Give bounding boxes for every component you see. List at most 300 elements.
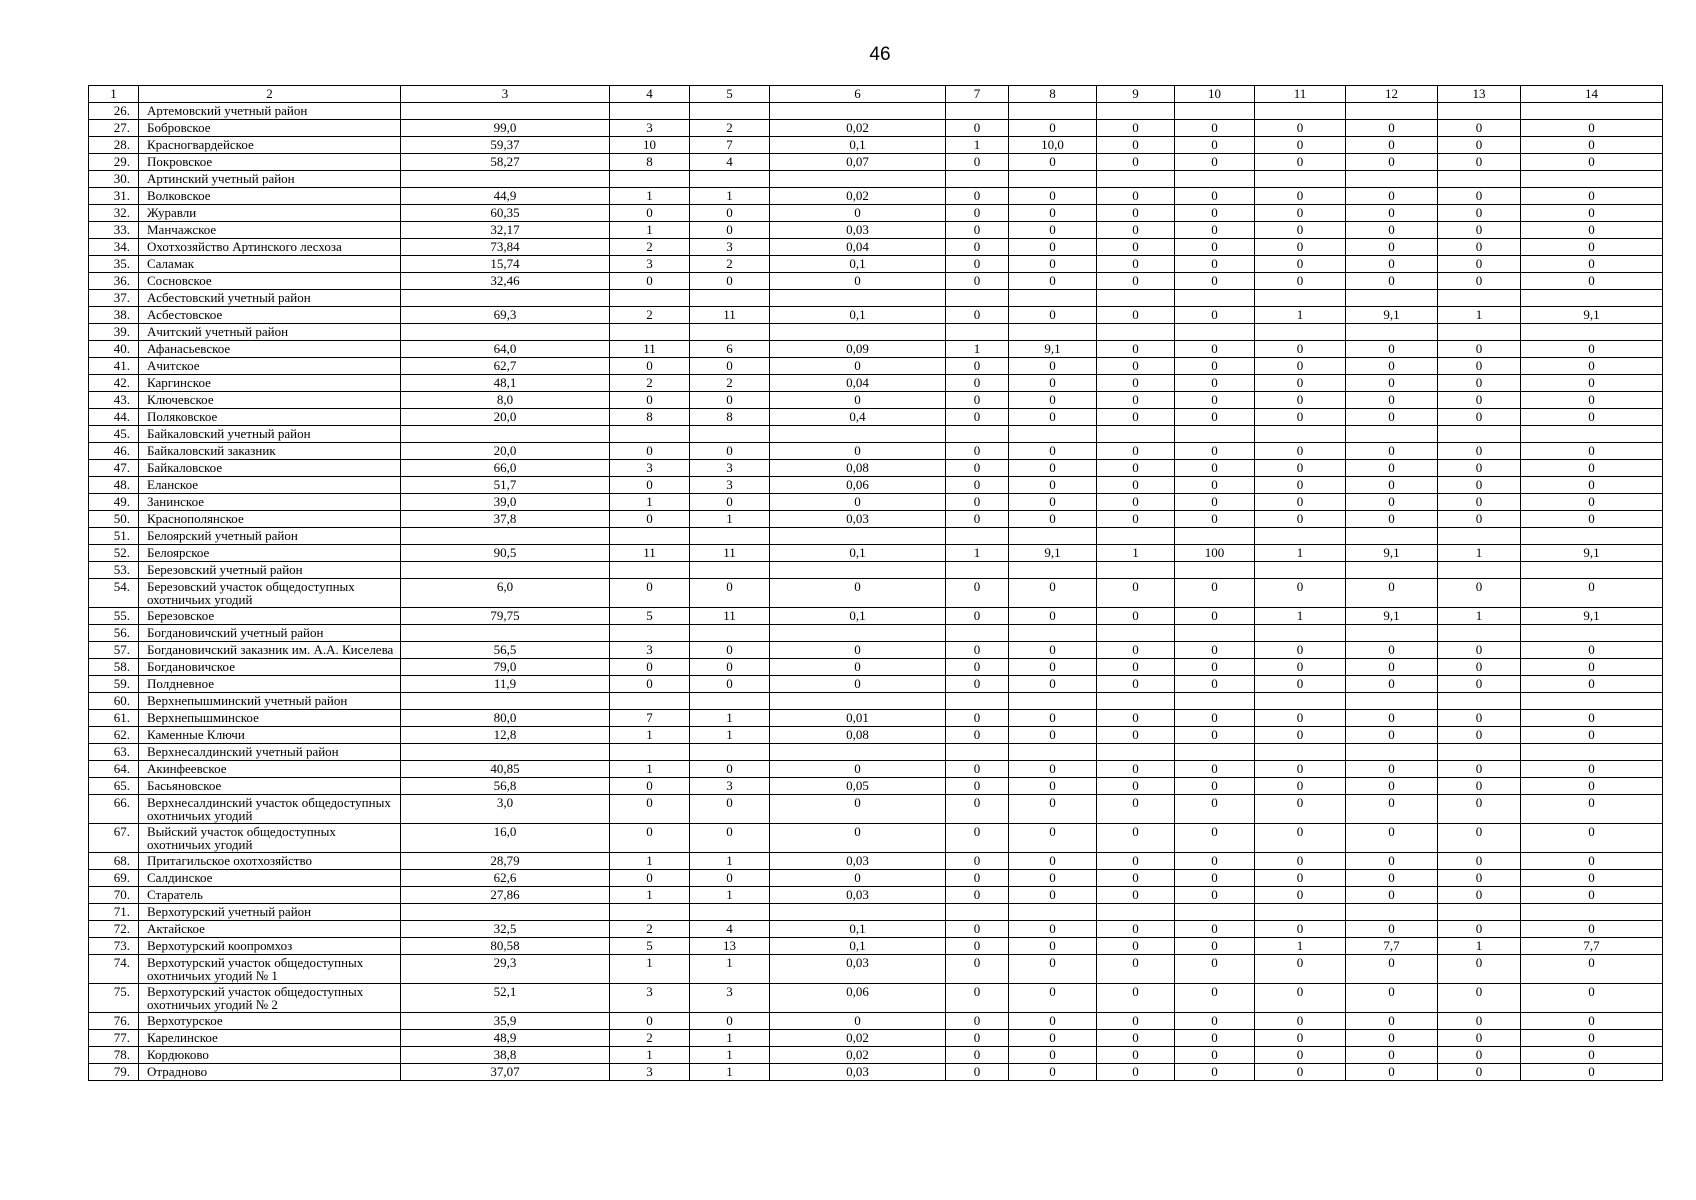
value-cell: 0 [1255, 494, 1346, 511]
value-cell: 0 [1175, 579, 1255, 608]
row-number-cell: 74. [89, 955, 139, 984]
row-number-cell: 38. [89, 307, 139, 324]
district-name-cell: Березовский учетный район [139, 562, 401, 579]
value-cell: 11 [610, 545, 690, 562]
value-cell [610, 290, 690, 307]
value-cell: 0 [1521, 955, 1663, 984]
value-cell: 0 [1175, 154, 1255, 171]
value-cell: 0 [946, 887, 1009, 904]
value-cell: 0 [1009, 494, 1097, 511]
value-cell [1255, 103, 1346, 120]
value-cell: 0 [1175, 358, 1255, 375]
value-cell: 0 [1175, 921, 1255, 938]
value-cell: 4 [690, 921, 770, 938]
value-cell [770, 528, 946, 545]
value-cell: 0 [1009, 579, 1097, 608]
value-cell: 0,1 [770, 256, 946, 273]
value-cell: 0 [1175, 938, 1255, 955]
value-cell [770, 426, 946, 443]
column-number-cell: 3 [401, 86, 610, 103]
row-number-cell: 52. [89, 545, 139, 562]
value-cell: 0 [1346, 727, 1438, 744]
ground-name-cell: Акинфеевское [139, 761, 401, 778]
value-cell [1009, 625, 1097, 642]
value-cell [1175, 103, 1255, 120]
value-cell: 32,17 [401, 222, 610, 239]
value-cell: 0 [770, 273, 946, 290]
value-cell: 0 [1255, 358, 1346, 375]
table-row [89, 1047, 1663, 1064]
value-cell [1009, 324, 1097, 341]
value-cell [1521, 103, 1663, 120]
value-cell: 0 [1438, 494, 1521, 511]
value-cell: 0 [1175, 727, 1255, 744]
value-cell: 0 [770, 642, 946, 659]
value-cell: 8 [610, 154, 690, 171]
value-cell: 0,02 [770, 1030, 946, 1047]
district-name-cell: Верхнесалдинский учетный район [139, 744, 401, 761]
value-cell: 0 [1255, 341, 1346, 358]
table-row [89, 137, 1663, 154]
value-cell: 0 [1255, 676, 1346, 693]
table-row [89, 853, 1663, 870]
value-cell: 0 [1255, 222, 1346, 239]
value-cell: 0 [1438, 137, 1521, 154]
value-cell: 2 [610, 239, 690, 256]
value-cell: 0 [1097, 795, 1175, 824]
value-cell: 66,0 [401, 460, 610, 477]
value-cell [1175, 904, 1255, 921]
value-cell [1097, 625, 1175, 642]
value-cell [946, 528, 1009, 545]
value-cell: 0 [1438, 358, 1521, 375]
value-cell: 0 [946, 392, 1009, 409]
value-cell [1521, 324, 1663, 341]
value-cell: 1 [610, 1047, 690, 1064]
value-cell: 2 [690, 256, 770, 273]
value-cell: 0,08 [770, 727, 946, 744]
value-cell [690, 693, 770, 710]
value-cell: 0 [1175, 511, 1255, 528]
value-cell: 0 [1175, 494, 1255, 511]
row-number-cell: 32. [89, 205, 139, 222]
value-cell: 0 [1521, 511, 1663, 528]
value-cell [946, 744, 1009, 761]
value-cell: 5 [610, 608, 690, 625]
value-cell: 0 [1175, 795, 1255, 824]
value-cell: 3 [690, 778, 770, 795]
district-name-cell: Асбестовский учетный район [139, 290, 401, 307]
value-cell: 2 [690, 120, 770, 137]
table-row [89, 460, 1663, 477]
table-row [89, 154, 1663, 171]
row-number-cell: 66. [89, 795, 139, 824]
row-number-cell: 64. [89, 761, 139, 778]
row-number-cell: 63. [89, 744, 139, 761]
value-cell: 56,8 [401, 778, 610, 795]
table-row [89, 921, 1663, 938]
value-cell: 0 [1438, 188, 1521, 205]
value-cell: 0 [610, 205, 690, 222]
value-cell: 15,74 [401, 256, 610, 273]
value-cell: 0,1 [770, 921, 946, 938]
value-cell: 0 [1175, 392, 1255, 409]
value-cell: 32,5 [401, 921, 610, 938]
value-cell: 0 [1521, 921, 1663, 938]
value-cell: 0 [1097, 853, 1175, 870]
row-number-cell: 46. [89, 443, 139, 460]
value-cell: 0 [1521, 1013, 1663, 1030]
value-cell: 0 [610, 870, 690, 887]
value-cell: 0 [1097, 938, 1175, 955]
value-cell: 0,04 [770, 239, 946, 256]
value-cell: 64,0 [401, 341, 610, 358]
value-cell: 3 [610, 120, 690, 137]
value-cell: 0 [1438, 853, 1521, 870]
table-row [89, 887, 1663, 904]
value-cell: 0 [1009, 205, 1097, 222]
row-number-cell: 44. [89, 409, 139, 426]
value-cell [1009, 290, 1097, 307]
value-cell: 0 [946, 1030, 1009, 1047]
ground-name-cell: Асбестовское [139, 307, 401, 324]
value-cell: 0 [1346, 341, 1438, 358]
value-cell: 0 [1346, 853, 1438, 870]
value-cell: 0 [1438, 443, 1521, 460]
ground-name-cell: Байкаловский заказник [139, 443, 401, 460]
value-cell: 0 [946, 1013, 1009, 1030]
value-cell: 0 [1175, 205, 1255, 222]
value-cell [690, 528, 770, 545]
value-cell: 0,02 [770, 188, 946, 205]
value-cell [690, 426, 770, 443]
value-cell [401, 426, 610, 443]
table-row [89, 642, 1663, 659]
value-cell: 1 [690, 511, 770, 528]
value-cell: 0 [1009, 853, 1097, 870]
value-cell [401, 904, 610, 921]
value-cell: 0 [1175, 1030, 1255, 1047]
value-cell: 0 [1255, 443, 1346, 460]
value-cell: 1 [690, 887, 770, 904]
row-number-cell: 57. [89, 642, 139, 659]
value-cell: 3 [610, 256, 690, 273]
value-cell: 0 [946, 710, 1009, 727]
district-row [89, 290, 1663, 307]
value-cell: 0 [1175, 137, 1255, 154]
value-cell: 0 [1009, 608, 1097, 625]
value-cell: 1 [690, 710, 770, 727]
value-cell [946, 625, 1009, 642]
district-row [89, 103, 1663, 120]
ground-name-cell: Охотхозяйство Артинского лесхоза [139, 239, 401, 256]
value-cell [401, 171, 610, 188]
row-number-cell: 72. [89, 921, 139, 938]
table-row [89, 392, 1663, 409]
value-cell: 0 [770, 443, 946, 460]
value-cell [1009, 904, 1097, 921]
value-cell: 0 [1175, 955, 1255, 984]
table-row [89, 727, 1663, 744]
value-cell [401, 528, 610, 545]
value-cell: 0 [1009, 256, 1097, 273]
value-cell [1346, 290, 1438, 307]
value-cell: 0 [1175, 477, 1255, 494]
value-cell: 1 [1438, 545, 1521, 562]
district-row [89, 562, 1663, 579]
value-cell: 52,1 [401, 984, 610, 1013]
row-number-cell: 56. [89, 625, 139, 642]
table-row [89, 545, 1663, 562]
value-cell: 56,5 [401, 642, 610, 659]
hunting-grounds-table [88, 85, 1663, 1081]
value-cell [610, 103, 690, 120]
value-cell: 0 [1346, 477, 1438, 494]
value-cell: 48,9 [401, 1030, 610, 1047]
value-cell: 100 [1175, 545, 1255, 562]
value-cell: 80,0 [401, 710, 610, 727]
district-name-cell: Ачитский учетный район [139, 324, 401, 341]
value-cell [1346, 744, 1438, 761]
ground-name-cell: Верхнесалдинский участок общедоступных охотничьих угодий [139, 795, 401, 824]
value-cell: 0 [1097, 494, 1175, 511]
district-row [89, 528, 1663, 545]
value-cell: 0 [610, 659, 690, 676]
value-cell [1009, 562, 1097, 579]
value-cell [1175, 426, 1255, 443]
value-cell: 0 [1255, 710, 1346, 727]
value-cell: 0 [1009, 1030, 1097, 1047]
district-row [89, 324, 1663, 341]
value-cell: 0 [1097, 824, 1175, 853]
value-cell: 0 [1438, 642, 1521, 659]
value-cell: 0 [610, 795, 690, 824]
value-cell: 0 [690, 273, 770, 290]
value-cell: 1 [1438, 938, 1521, 955]
table-row [89, 984, 1663, 1013]
value-cell: 9,1 [1346, 608, 1438, 625]
value-cell: 0 [1255, 761, 1346, 778]
value-cell: 0 [1521, 443, 1663, 460]
value-cell: 28,79 [401, 853, 610, 870]
value-cell: 0 [1009, 1013, 1097, 1030]
value-cell [1175, 744, 1255, 761]
value-cell [610, 904, 690, 921]
value-cell: 0 [1175, 676, 1255, 693]
table-row [89, 1013, 1663, 1030]
value-cell: 0 [946, 358, 1009, 375]
value-cell: 2 [610, 921, 690, 938]
value-cell: 0 [1346, 511, 1438, 528]
value-cell: 0 [1175, 409, 1255, 426]
value-cell: 0 [1521, 1030, 1663, 1047]
value-cell [1438, 562, 1521, 579]
ground-name-cell: Еланское [139, 477, 401, 494]
value-cell: 11 [690, 545, 770, 562]
ground-name-cell: Выйский участок общедоступных охотничьих угодий [139, 824, 401, 853]
value-cell [1097, 171, 1175, 188]
value-cell: 0 [1521, 477, 1663, 494]
row-number-cell: 75. [89, 984, 139, 1013]
value-cell: 0 [1255, 511, 1346, 528]
ground-name-cell: Березовский участок общедоступных охотничьих угодий [139, 579, 401, 608]
value-cell [1521, 744, 1663, 761]
row-number-cell: 42. [89, 375, 139, 392]
value-cell: 0 [1009, 409, 1097, 426]
value-cell: 0 [946, 375, 1009, 392]
table-row [89, 778, 1663, 795]
value-cell [401, 103, 610, 120]
value-cell: 0 [1438, 710, 1521, 727]
value-cell [946, 904, 1009, 921]
value-cell: 37,8 [401, 511, 610, 528]
value-cell: 0 [1097, 239, 1175, 256]
value-cell: 0 [1097, 137, 1175, 154]
row-number-cell: 43. [89, 392, 139, 409]
value-cell: 1 [690, 1047, 770, 1064]
value-cell: 0 [1097, 120, 1175, 137]
value-cell: 0 [1521, 375, 1663, 392]
value-cell: 0 [1097, 341, 1175, 358]
ground-name-cell: Отрадново [139, 1064, 401, 1081]
value-cell: 0 [1255, 1013, 1346, 1030]
value-cell: 0,03 [770, 1064, 946, 1081]
value-cell: 0 [1346, 205, 1438, 222]
value-cell: 0,02 [770, 1047, 946, 1064]
value-cell: 10,0 [1009, 137, 1097, 154]
value-cell: 44,9 [401, 188, 610, 205]
value-cell: 0 [1521, 120, 1663, 137]
value-cell: 0 [1175, 824, 1255, 853]
ground-name-cell: Саламак [139, 256, 401, 273]
value-cell: 0 [1097, 727, 1175, 744]
value-cell: 0 [1521, 984, 1663, 1013]
value-cell [770, 324, 946, 341]
value-cell: 0,1 [770, 307, 946, 324]
row-number-cell: 34. [89, 239, 139, 256]
value-cell: 0 [946, 188, 1009, 205]
row-number-cell: 49. [89, 494, 139, 511]
table-row [89, 761, 1663, 778]
value-cell: 2 [610, 375, 690, 392]
value-cell [401, 562, 610, 579]
value-cell: 0 [1346, 642, 1438, 659]
value-cell: 0 [946, 239, 1009, 256]
page-number: 46 [869, 44, 891, 65]
value-cell: 0,03 [770, 853, 946, 870]
value-cell: 0 [1346, 256, 1438, 273]
value-cell: 9,1 [1521, 545, 1663, 562]
value-cell: 11 [610, 341, 690, 358]
row-number-cell: 71. [89, 904, 139, 921]
value-cell: 0 [1097, 984, 1175, 1013]
value-cell: 0 [946, 778, 1009, 795]
value-cell [1009, 744, 1097, 761]
value-cell: 0 [1097, 307, 1175, 324]
value-cell: 0 [1438, 205, 1521, 222]
table-row [89, 443, 1663, 460]
value-cell [1438, 426, 1521, 443]
row-number-cell: 51. [89, 528, 139, 545]
value-cell: 0,1 [770, 938, 946, 955]
column-number-cell: 13 [1438, 86, 1521, 103]
value-cell: 0,08 [770, 460, 946, 477]
value-cell: 59,37 [401, 137, 610, 154]
value-cell [401, 290, 610, 307]
table-row [89, 477, 1663, 494]
value-cell: 0 [1175, 608, 1255, 625]
value-cell: 0 [1346, 409, 1438, 426]
value-cell [1438, 693, 1521, 710]
value-cell [610, 324, 690, 341]
value-cell: 0 [1521, 778, 1663, 795]
value-cell: 0 [1009, 307, 1097, 324]
value-cell: 9,1 [1346, 545, 1438, 562]
value-cell: 0 [946, 1064, 1009, 1081]
value-cell: 0 [1255, 256, 1346, 273]
value-cell [1097, 528, 1175, 545]
value-cell: 0 [1346, 778, 1438, 795]
value-cell: 0 [1255, 853, 1346, 870]
value-cell: 0 [1521, 642, 1663, 659]
value-cell: 0 [1346, 795, 1438, 824]
ground-name-cell: Старатель [139, 887, 401, 904]
value-cell [1097, 744, 1175, 761]
value-cell: 7,7 [1346, 938, 1438, 955]
value-cell: 0 [1175, 307, 1255, 324]
value-cell: 0 [1346, 659, 1438, 676]
value-cell: 0 [1009, 955, 1097, 984]
value-cell: 1 [946, 545, 1009, 562]
value-cell: 0 [690, 358, 770, 375]
value-cell: 0 [1009, 358, 1097, 375]
value-cell [1175, 693, 1255, 710]
value-cell [1521, 562, 1663, 579]
value-cell: 0 [1521, 205, 1663, 222]
value-cell: 0 [1009, 392, 1097, 409]
value-cell: 1 [690, 188, 770, 205]
value-cell [1175, 528, 1255, 545]
value-cell: 0 [1097, 460, 1175, 477]
value-cell [946, 324, 1009, 341]
value-cell: 1 [1255, 545, 1346, 562]
row-number-cell: 31. [89, 188, 139, 205]
value-cell: 12,8 [401, 727, 610, 744]
value-cell [946, 693, 1009, 710]
table-row [89, 710, 1663, 727]
value-cell: 0 [1255, 188, 1346, 205]
value-cell [1255, 693, 1346, 710]
row-number-cell: 65. [89, 778, 139, 795]
value-cell: 0 [1175, 273, 1255, 290]
ground-name-cell: Карелинское [139, 1030, 401, 1047]
table-row [89, 676, 1663, 693]
ground-name-cell: Волковское [139, 188, 401, 205]
value-cell: 1 [946, 137, 1009, 154]
table-row [89, 795, 1663, 824]
table-row [89, 938, 1663, 955]
value-cell: 0 [1346, 443, 1438, 460]
value-cell: 0 [1346, 870, 1438, 887]
value-cell: 0 [1255, 659, 1346, 676]
row-number-cell: 77. [89, 1030, 139, 1047]
value-cell [1255, 528, 1346, 545]
value-cell: 0 [770, 392, 946, 409]
value-cell: 40,85 [401, 761, 610, 778]
value-cell: 0 [690, 795, 770, 824]
value-cell: 0 [946, 477, 1009, 494]
value-cell: 0 [1521, 579, 1663, 608]
